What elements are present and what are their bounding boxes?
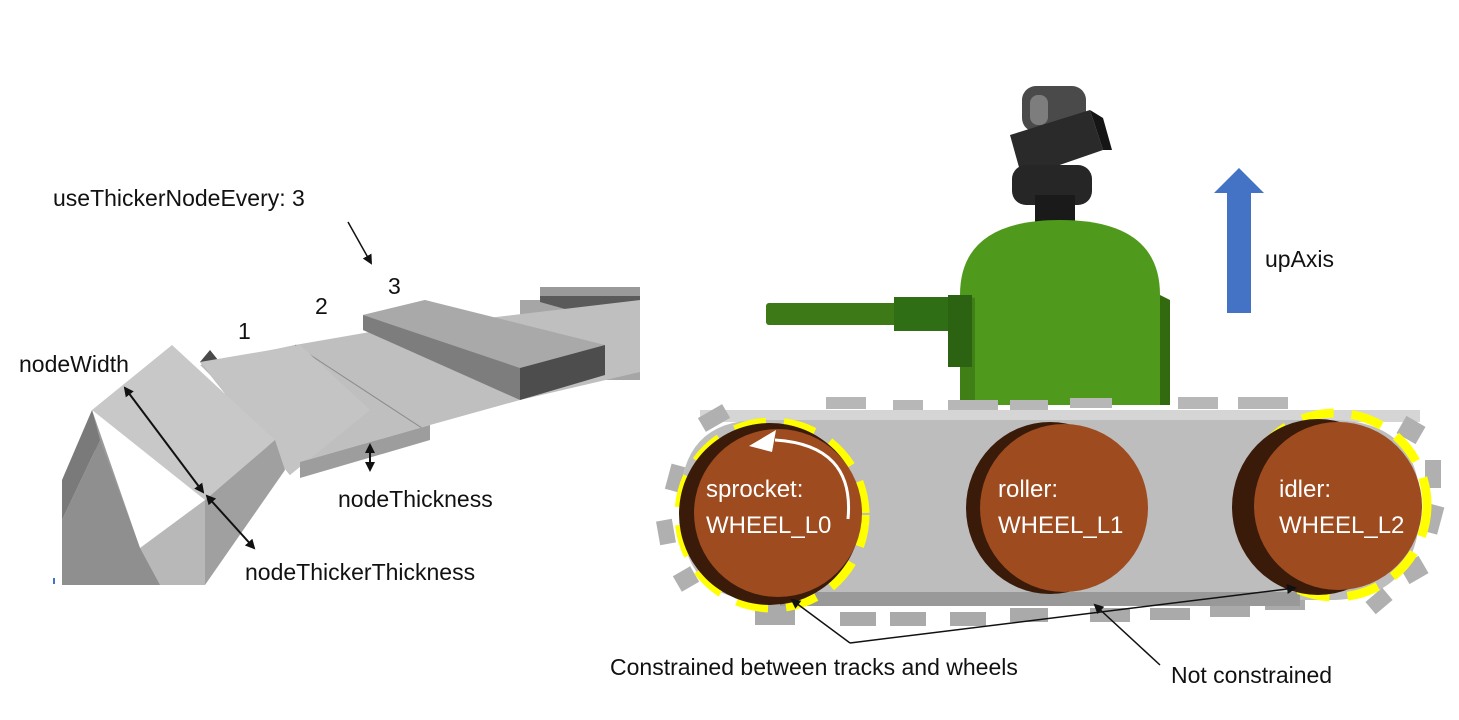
- wheel-1-name-label: WHEEL_L1: [998, 512, 1124, 539]
- thicker-every-pointer-arrow: [348, 222, 371, 263]
- wheel-0-role-label: sprocket:: [706, 476, 804, 503]
- up-axis-arrow-icon: [1214, 168, 1264, 313]
- node-width-label: nodeWidth: [19, 351, 129, 377]
- node-thicker-thickness-label: nodeThickerThickness: [245, 559, 476, 585]
- wheel-1-role-label: roller:: [998, 476, 1059, 503]
- turret-sensor: [1010, 86, 1112, 225]
- wheel-2-name-label: WHEEL_L2: [1279, 512, 1405, 539]
- node-number-1: 1: [238, 318, 251, 344]
- up-axis-label: upAxis: [1265, 246, 1335, 272]
- thicker-every-label: useThickerNodeEvery: 3: [53, 185, 305, 211]
- wheel-2-role-label: idler:: [1279, 476, 1332, 503]
- node-number-3: 3: [388, 273, 401, 299]
- not-constrained-label: Not constrained: [1171, 662, 1333, 688]
- node-number-2: 2: [315, 293, 328, 319]
- gun-barrel: [766, 303, 906, 325]
- wheel-0-name-label: WHEEL_L0: [706, 512, 832, 539]
- tank-render: [656, 86, 1444, 626]
- node-thickness-label: nodeThickness: [338, 486, 493, 512]
- track-node-render: [53, 287, 640, 585]
- wheel-roller: [966, 422, 1148, 594]
- turret-dome: [960, 220, 1160, 405]
- constrained-label: Constrained between tracks and wheels: [610, 654, 1018, 680]
